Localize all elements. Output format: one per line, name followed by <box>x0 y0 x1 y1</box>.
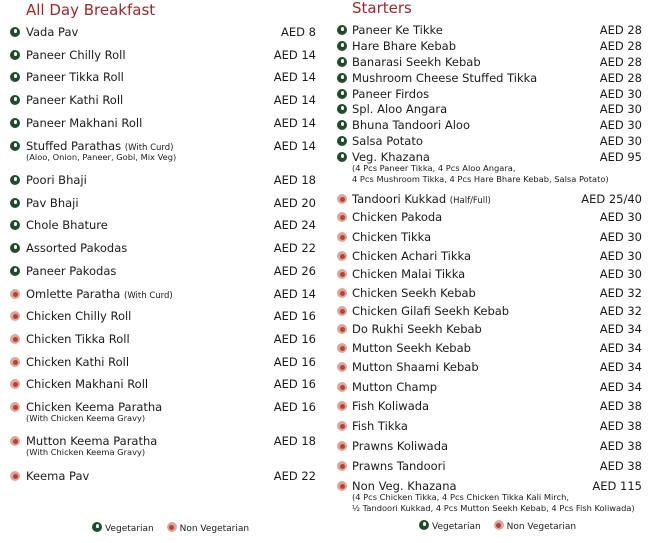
legend-nonveg-label: Non Vegetarian <box>179 524 250 534</box>
item-name: Poori Bhaji <box>26 173 87 187</box>
item-price: AED 25/40 <box>581 192 642 206</box>
menu-item <box>0 321 650 337</box>
legend-veg-label: Vegetarian <box>432 522 481 532</box>
menu-item <box>0 38 650 54</box>
item-name: Keema Pav <box>26 469 90 483</box>
item-description: 4 Pcs Mushroom Tikka, 4 Pcs Hare Bhare Kebab, Salsa Potato) <box>352 174 609 184</box>
item-name: Fish Tikka <box>352 419 408 433</box>
item-name: Tandoori Kukkad <box>352 192 447 206</box>
nonveg-icon <box>337 324 347 334</box>
item-price: AED 16 <box>273 400 316 414</box>
item-description: (With Chicken Keema Gravy) <box>26 447 146 457</box>
item-price: AED 30 <box>599 87 642 101</box>
item-name: Chicken Achari Tikka <box>352 249 472 263</box>
item-name: Chole Bhature <box>26 218 108 232</box>
veg-icon <box>337 89 347 99</box>
item-price: AED 30 <box>599 118 642 132</box>
veg-icon <box>337 41 347 51</box>
item-price: AED 38 <box>599 419 642 433</box>
item-price: AED 34 <box>599 380 642 394</box>
menu-item <box>0 418 650 434</box>
item-price: AED 38 <box>599 459 642 473</box>
item-price: AED 115 <box>592 479 642 493</box>
menu-item <box>0 86 650 102</box>
menu-item <box>0 266 650 282</box>
nonveg-icon <box>337 269 347 279</box>
item-price: AED 32 <box>599 304 642 318</box>
item-name: Do Rukhi Seekh Kebab <box>352 322 482 336</box>
menu-item <box>0 229 650 245</box>
menu-item <box>0 359 650 375</box>
item-price: AED 18 <box>273 173 316 187</box>
nonveg-icon <box>337 194 347 204</box>
item-name: Omlette Paratha <box>26 287 121 301</box>
item-price: AED 30 <box>599 267 642 281</box>
item-price: AED 30 <box>599 249 642 263</box>
item-price: AED 30 <box>599 210 642 224</box>
item-price: AED 14 <box>273 287 316 301</box>
item-name: Chicken Makhani Roll <box>26 377 149 391</box>
item-name: Stuffed Parathas <box>26 139 122 153</box>
menu-item <box>0 101 650 117</box>
nonveg-icon <box>337 306 347 316</box>
item-price: AED 34 <box>599 360 642 374</box>
item-price: AED 16 <box>273 355 316 369</box>
menu-item <box>0 458 650 474</box>
item-description: (4 Pcs Paneer Tikka, 4 Pcs Aloo Angara, <box>352 163 516 173</box>
menu-item <box>0 379 650 395</box>
nonveg-icon <box>337 232 347 242</box>
item-name: Chicken Gilafi Seekh Kebab <box>352 304 510 318</box>
item-price: AED 8 <box>281 25 316 39</box>
item-price: AED 28 <box>599 55 642 69</box>
item-name: Fish Koliwada <box>352 399 430 413</box>
menu-item <box>0 398 650 414</box>
menu-item <box>0 191 650 207</box>
section-title-starters: Starters <box>352 0 412 17</box>
nonveg-icon <box>337 401 347 411</box>
section-title-breakfast: All Day Breakfast <box>26 1 156 19</box>
item-name: Chicken Seekh Kebab <box>352 286 476 300</box>
item-name: Paneer Pakodas <box>26 264 117 278</box>
veg-icon <box>337 57 347 67</box>
veg-icon <box>337 152 347 162</box>
item-price: AED 28 <box>599 23 642 37</box>
legend-left <box>92 521 249 535</box>
item-price: AED 22 <box>273 241 316 255</box>
nonveg-icon <box>337 421 347 431</box>
item-description: (With Chicken Keema Gravy) <box>26 413 146 423</box>
veg-icon <box>337 120 347 130</box>
item-name: Non Veg. Khazana <box>352 479 457 493</box>
item-price: AED 26 <box>273 264 316 278</box>
item-name: Hare Bhare Kebab <box>352 39 457 53</box>
nonveg-icon <box>337 461 347 471</box>
item-price: AED 32 <box>599 286 642 300</box>
menu-item <box>0 54 650 70</box>
item-price: AED 30 <box>599 102 642 116</box>
item-name: Chicken Keema Paratha <box>26 400 163 414</box>
menu-item <box>0 209 650 225</box>
item-price: AED 14 <box>273 48 316 62</box>
item-name: Paneer Makhani Roll <box>26 116 143 130</box>
legend-nonveg-label: Non Vegetarian <box>506 522 577 532</box>
item-name: Banarasi Seekh Kebab <box>352 55 481 69</box>
menu-item <box>0 438 650 454</box>
item-price: AED 14 <box>273 70 316 84</box>
item-name: Veg. Khazana <box>352 150 430 164</box>
item-note: (Half/Full) <box>449 196 491 206</box>
item-note: (With Curd) <box>124 291 173 301</box>
item-price: AED 28 <box>599 39 642 53</box>
item-name: Chicken Tikka Roll <box>26 332 130 346</box>
nonveg-icon <box>337 481 347 491</box>
item-price: AED 20 <box>273 196 316 210</box>
item-name: Spl. Aloo Angara <box>352 102 448 116</box>
item-price: AED 18 <box>273 434 316 448</box>
nonveg-icon <box>337 343 347 353</box>
item-name: Salsa Potato <box>352 134 423 148</box>
item-name: Mutton Seekh Kebab <box>352 341 471 355</box>
item-price: AED 28 <box>599 71 642 85</box>
item-description: (4 Pcs Chicken Tikka, 4 Pcs Chicken Tikka Kali Mirch, <box>352 492 569 502</box>
item-note: (With Curd) <box>124 143 174 153</box>
item-name: Mutton Shaami Kebab <box>352 360 479 374</box>
nonveg-icon <box>337 288 347 298</box>
menu-item <box>0 70 650 86</box>
nonveg-icon <box>337 212 347 222</box>
item-price: AED 14 <box>273 139 316 153</box>
menu-item <box>0 248 650 264</box>
item-name: Mutton Keema Paratha <box>26 434 158 448</box>
item-name: Paneer Firdos <box>352 87 430 101</box>
item-name: Prawns Tandoori <box>352 459 446 473</box>
item-price: AED 24 <box>273 218 316 232</box>
item-description: (Aloo, Onion, Paneer, Gobi, Mix Veg) <box>26 152 177 162</box>
nonveg-icon <box>337 362 347 372</box>
nonveg-icon <box>337 251 347 261</box>
veg-icon <box>10 175 20 185</box>
veg-icon <box>337 25 347 35</box>
item-name: Prawns Koliwada <box>352 439 449 453</box>
veg-icon <box>337 104 347 114</box>
nonveg-icon <box>337 382 347 392</box>
item-price: AED 16 <box>273 377 316 391</box>
item-name: Paneer Tikka Roll <box>26 70 124 84</box>
item-price: AED 30 <box>599 134 642 148</box>
item-name: Chicken Kathi Roll <box>26 355 130 369</box>
item-price: AED 16 <box>273 309 316 323</box>
item-name: Chicken Tikka <box>352 230 432 244</box>
item-description: ½ Tandoori Kukkad, 4 Pcs Mutton Seekh Kebab, 4 Pcs Fish Koliwada) <box>352 503 635 513</box>
nonveg-icon <box>167 522 177 532</box>
menu-item <box>0 133 650 149</box>
veg-icon <box>419 520 429 530</box>
item-name: Bhuna Tandoori Aloo <box>352 118 470 132</box>
veg-icon <box>337 73 347 83</box>
item-name: Chicken Chilly Roll <box>26 309 132 323</box>
item-price: AED 14 <box>273 93 316 107</box>
menu-item <box>0 478 650 513</box>
menu-item <box>0 22 650 38</box>
item-name: Vada Pav <box>26 25 79 39</box>
item-name: Pav Bhaji <box>26 196 79 210</box>
item-price: AED 38 <box>599 439 642 453</box>
item-price: AED 95 <box>599 150 642 164</box>
item-name: Paneer Ke Tikke <box>352 23 443 37</box>
item-name: Chicken Malai Tikka <box>352 267 466 281</box>
item-name: Paneer Kathi Roll <box>26 93 124 107</box>
item-price: AED 30 <box>599 230 642 244</box>
item-price: AED 34 <box>599 341 642 355</box>
item-price: AED 22 <box>273 469 316 483</box>
veg-icon <box>92 522 102 532</box>
item-name: Assorted Pakodas <box>26 241 128 255</box>
item-price: AED 34 <box>599 322 642 336</box>
menu-item <box>0 117 650 133</box>
item-price: AED 16 <box>273 332 316 346</box>
item-name: Chicken Pakoda <box>352 210 443 224</box>
legend-right <box>419 519 576 533</box>
nonveg-icon <box>337 441 347 451</box>
menu-item <box>0 303 650 319</box>
menu-item <box>0 285 650 301</box>
item-price: AED 38 <box>599 399 642 413</box>
menu-item <box>0 340 650 356</box>
item-name: Mushroom Cheese Stuffed Tikka <box>352 71 538 85</box>
nonveg-icon <box>494 520 504 530</box>
item-name: Paneer Chilly Roll <box>26 48 126 62</box>
item-name: Mutton Champ <box>352 380 438 394</box>
veg-icon <box>337 136 347 146</box>
legend-veg-label: Vegetarian <box>105 524 154 534</box>
item-price: AED 14 <box>273 116 316 130</box>
